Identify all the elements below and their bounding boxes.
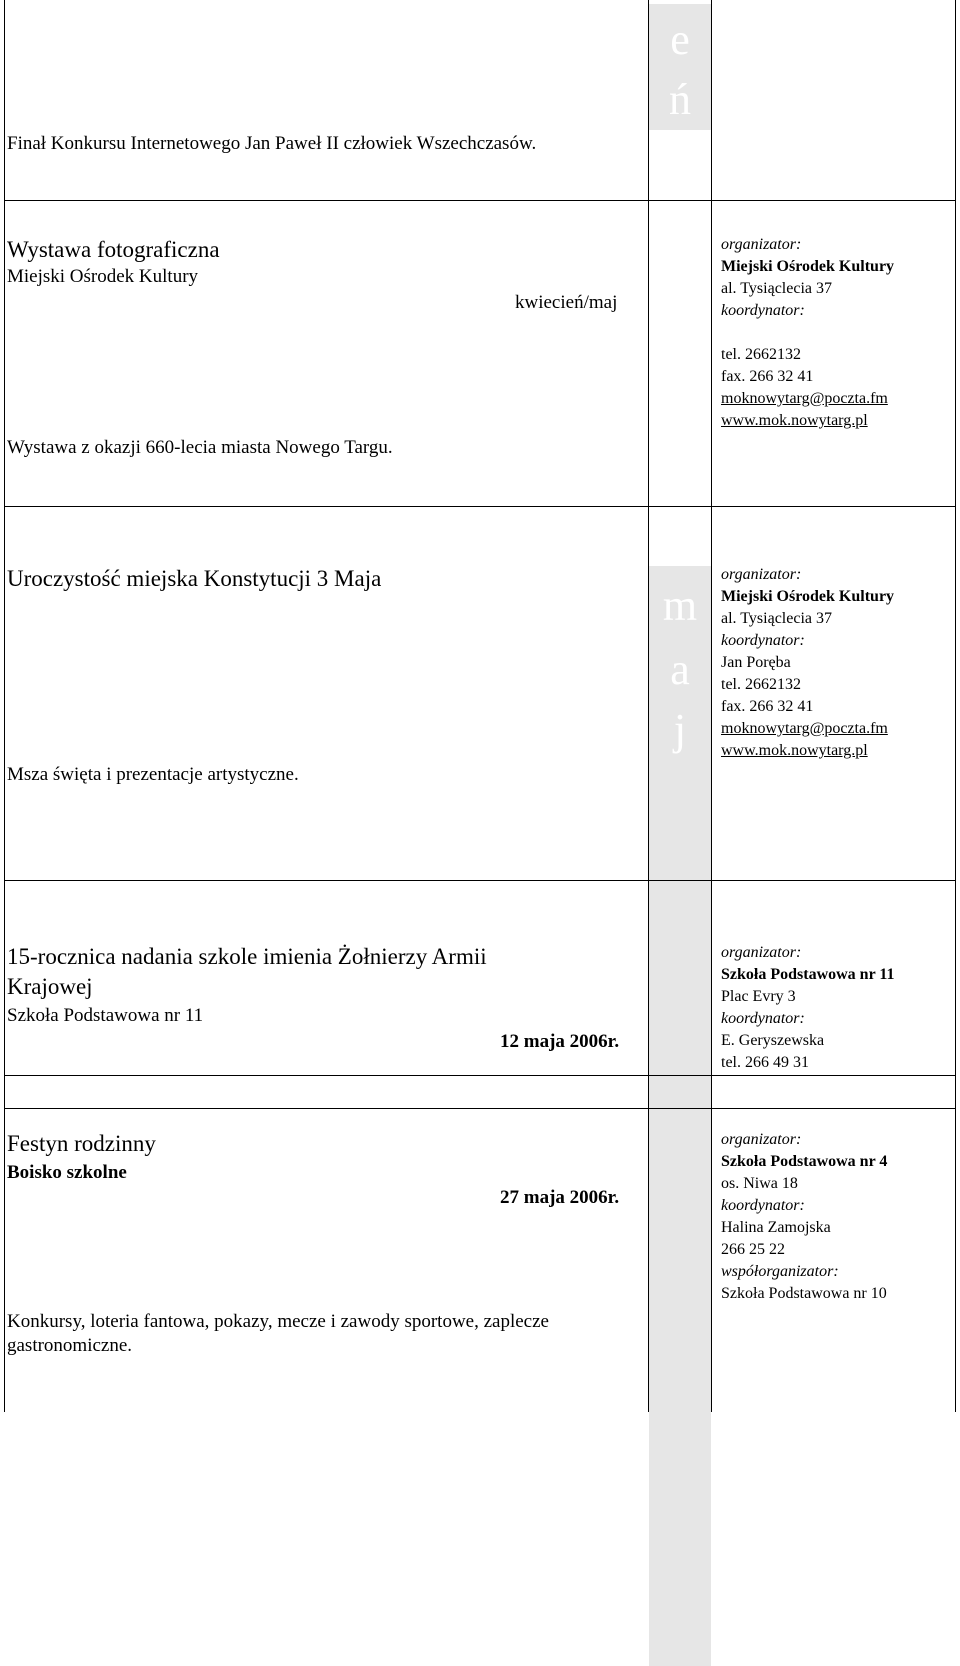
event-4-phone: tel. 266 49 31 [721, 1054, 809, 1071]
month-letter-j: j [673, 705, 687, 754]
event-2-organizer-label: organizator: [721, 236, 802, 253]
event-5-coorganizer: Szkoła Podstawowa nr 10 [721, 1285, 887, 1302]
event-2-phone: tel. 2662132 [721, 346, 801, 363]
row-divider-5 [4, 1108, 956, 1109]
event-5-phone: 266 25 22 [721, 1241, 785, 1258]
event-3-organizer: Miejski Ośrodek Kultury [721, 588, 895, 605]
event-5-venue: Boisko szkolne [7, 1162, 127, 1183]
event-5-coorganizer-label: współorganizator: [721, 1263, 839, 1280]
event-2-venue: Miejski Ośrodek Kultury [7, 266, 199, 287]
event-2-coordinator-label: koordynator: [721, 302, 805, 319]
month-letter-e: e [670, 15, 690, 64]
event-3-website-link[interactable]: www.mok.nowytarg.pl [721, 742, 868, 759]
event-5-address: os. Niwa 18 [721, 1175, 798, 1192]
event-3-coordinator: Jan Poręba [721, 654, 791, 671]
event-3-organizer-label: organizator: [721, 566, 802, 583]
event-4-info [721, 942, 895, 1074]
event-4-organizer: Szkoła Podstawowa nr 11 [721, 966, 895, 983]
event-2-fax: fax. 266 32 41 [721, 368, 814, 385]
month-letter-a: a [670, 645, 690, 694]
event-5-description-line2: gastronomiczne. [7, 1335, 133, 1356]
event-1-description: Finał Konkursu Internetowego Jan Paweł II człowiek Wszechczasów. [7, 133, 537, 154]
event-2-email-link[interactable]: moknowytarg@poczta.fm [721, 390, 888, 407]
event-3-coordinator-label: koordynator: [721, 632, 805, 649]
event-3-title: Uroczystość miejska Konstytucji 3 Maja [7, 566, 382, 591]
event-2-date: kwiecień/maj [515, 292, 618, 313]
event-5-description-line1: Konkursy, loteria fantowa, pokazy, mecze i zawody sportowe, zaplecze [7, 1311, 549, 1332]
event-2-description: Wystawa z okazji 660-lecia miasta Nowego Targu. [7, 437, 393, 458]
event-5-coordinator: Halina Zamojska [721, 1219, 831, 1236]
event-5-info [721, 1129, 887, 1305]
table-border-left [4, 0, 5, 1412]
event-5-title: Festyn rodzinny [7, 1131, 156, 1156]
event-5-coordinator-label: koordynator: [721, 1197, 805, 1214]
month-letter-n: ń [669, 75, 691, 124]
row-divider-1 [4, 200, 956, 201]
event-4-date: 12 maja 2006r. [500, 1031, 620, 1052]
event-3-email-link[interactable]: moknowytarg@poczta.fm [721, 720, 888, 737]
month-letter-m: m [662, 581, 698, 630]
event-3-fax: fax. 266 32 41 [721, 698, 814, 715]
event-2-info [721, 234, 894, 432]
table-divider-date [648, 0, 649, 1412]
event-5-date: 27 maja 2006r. [500, 1187, 620, 1208]
row-divider-4 [4, 1075, 956, 1076]
event-4-coordinator-label: koordynator: [721, 1010, 805, 1027]
table-divider-info [711, 0, 712, 1412]
row-divider-2 [4, 506, 956, 507]
event-3-description: Msza święta i prezentacje artystyczne. [7, 764, 299, 785]
table-border-right [955, 0, 956, 1412]
event-2-organizer: Miejski Ośrodek Kultury [721, 258, 895, 275]
event-4-coordinator: E. Geryszewska [721, 1032, 825, 1049]
event-4-address: Plac Evry 3 [721, 988, 796, 1005]
event-2-address: al. Tysiąclecia 37 [721, 280, 832, 297]
event-2-title: Wystawa fotograficzna [7, 237, 220, 262]
event-5-organizer-label: organizator: [721, 1131, 802, 1148]
event-4-organizer-label: organizator: [721, 944, 802, 961]
event-4-venue: Szkoła Podstawowa nr 11 [7, 1005, 204, 1026]
event-3-info [721, 564, 894, 762]
event-4-title-line2: Krajowej [7, 974, 93, 999]
event-5-organizer: Szkoła Podstawowa nr 4 [721, 1153, 888, 1170]
event-3-phone: tel. 2662132 [721, 676, 801, 693]
event-2-website-link[interactable]: www.mok.nowytarg.pl [721, 412, 868, 429]
event-4-title-line1: 15-rocznica nadania szkole imienia Żołnierzy Armii [7, 944, 487, 969]
row-divider-3 [4, 880, 956, 881]
event-3-address: al. Tysiąclecia 37 [721, 610, 832, 627]
